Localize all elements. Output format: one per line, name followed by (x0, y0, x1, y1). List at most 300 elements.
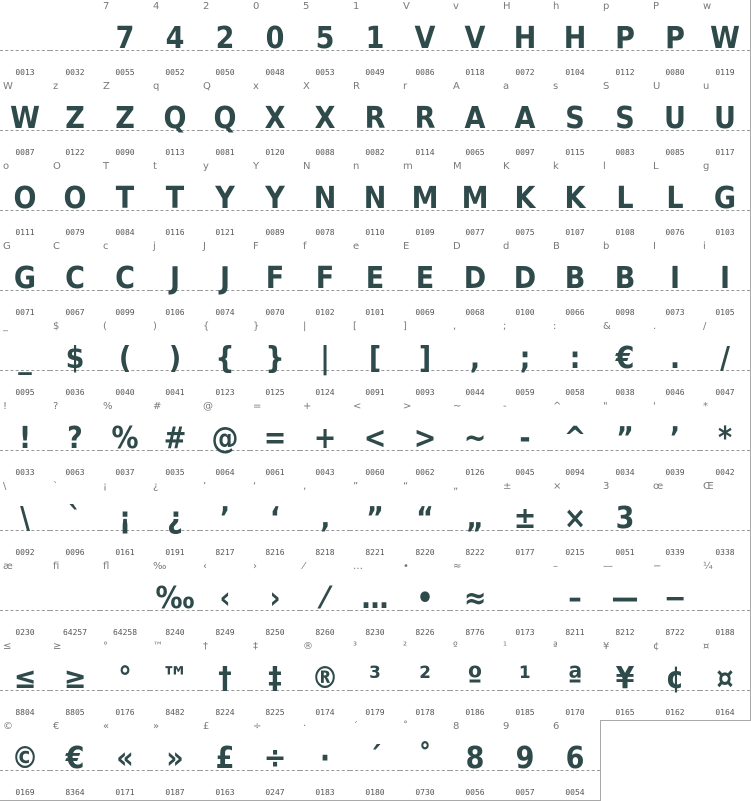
glyph-key-label: − (653, 561, 662, 572)
glyph-cell (250, 640, 301, 721)
glyph-key-label: s (553, 81, 559, 92)
glyph-key-label: „ (453, 481, 459, 492)
glyph-cell (250, 160, 301, 241)
glyph-sample: H (513, 21, 537, 56)
glyph-codepoint: 0109 (415, 228, 435, 237)
glyph-cell (50, 400, 101, 481)
glyph-codepoint: 0191 (165, 548, 185, 557)
glyph-cell (350, 240, 401, 321)
glyph-codepoint: 8222 (465, 548, 485, 557)
glyph-cell (150, 560, 201, 641)
glyph-key-label: ( (103, 321, 107, 332)
glyph-codepoint: 0115 (565, 148, 585, 157)
glyph-key-label: * (703, 401, 708, 412)
glyph-cell (0, 240, 51, 321)
glyph-sample: 8 (465, 741, 485, 776)
glyph-key-label: E (403, 241, 410, 252)
glyph-cell (450, 480, 501, 561)
glyph-key-label: » (153, 721, 160, 732)
glyph-key-label: $ (53, 321, 60, 332)
glyph-cell (700, 160, 751, 241)
glyph-codepoint: 8250 (265, 628, 285, 637)
glyph-sample: \ (20, 501, 30, 536)
glyph-codepoint: 0051 (615, 548, 635, 557)
glyph-sample: ¡ (118, 501, 132, 536)
glyph-sample: ° (118, 661, 132, 696)
glyph-key-label: ! (3, 401, 8, 412)
glyph-cell (500, 720, 551, 801)
glyph-key-label: K (503, 161, 510, 172)
glyph-sample: Q (213, 101, 237, 136)
glyph-sample: 0 (265, 21, 285, 56)
glyph-codepoint: 0042 (715, 468, 735, 477)
glyph-key-label: l (603, 161, 606, 172)
glyph-sample: N (363, 181, 387, 216)
glyph-sample: D (463, 261, 487, 296)
glyph-codepoint: 8230 (365, 628, 385, 637)
glyph-sample: T (165, 181, 185, 216)
glyph-cell (250, 0, 301, 81)
glyph-codepoint: 8804 (15, 708, 35, 717)
glyph-key-label: f (303, 241, 307, 252)
glyph-codepoint: 0099 (115, 308, 135, 317)
glyph-codepoint: 0037 (115, 468, 135, 477)
glyph-key-label: I (653, 241, 656, 252)
glyph-sample: „ (466, 501, 484, 536)
glyph-key-label: 4 (153, 1, 160, 12)
glyph-cell (650, 400, 701, 481)
glyph-cell (650, 640, 701, 721)
glyph-cell (650, 480, 701, 561)
glyph-sample: 7 (115, 21, 135, 56)
glyph-sample: ˚ (418, 741, 432, 776)
glyph-sample: V (464, 21, 486, 56)
glyph-codepoint: 0339 (665, 548, 685, 557)
glyph-cell (300, 560, 351, 641)
glyph-codepoint: 0062 (415, 468, 435, 477)
glyph-codepoint: 0105 (715, 308, 735, 317)
glyph-codepoint: 0041 (165, 388, 185, 397)
glyph-sample: ™ (161, 661, 189, 696)
glyph-cell (350, 0, 401, 81)
glyph-key-label: y (203, 161, 209, 172)
glyph-codepoint: 0173 (515, 628, 535, 637)
glyph-sample: ¤ (716, 661, 734, 696)
glyph-key-label: h (553, 1, 560, 12)
glyph-sample: ) (168, 341, 182, 376)
glyph-cell (400, 160, 451, 241)
glyph-cell (600, 320, 651, 401)
glyph-codepoint: 8212 (615, 628, 635, 637)
glyph-cell (0, 320, 51, 401)
glyph-sample: + (313, 421, 337, 456)
glyph-codepoint: 0054 (565, 788, 585, 797)
glyph-cell (300, 160, 351, 241)
glyph-cell (500, 560, 551, 641)
glyph-sample: W (710, 21, 740, 56)
glyph-key-label: ´ (353, 721, 358, 732)
glyph-sample: … (361, 581, 389, 616)
glyph-key-label: 7 (103, 1, 110, 12)
glyph-sample: H (563, 21, 587, 56)
glyph-cell (50, 720, 101, 801)
glyph-cell (600, 80, 651, 161)
glyph-key-label: ÷ (253, 721, 262, 732)
glyph-key-label: ¢ (653, 641, 660, 652)
glyph-cell (500, 80, 551, 161)
glyph-codepoint: 8220 (415, 548, 435, 557)
glyph-cell (450, 80, 501, 161)
glyph-cell (200, 80, 251, 161)
glyph-codepoint: 0082 (365, 148, 385, 157)
glyph-key-label: T (103, 161, 110, 172)
glyph-sample: / (720, 341, 730, 376)
glyph-sample: } (265, 341, 285, 376)
glyph-cell (100, 560, 151, 641)
glyph-cell (650, 320, 701, 401)
glyph-codepoint: 8226 (415, 628, 435, 637)
glyph-cell (550, 160, 601, 241)
glyph-sample: 5 (315, 21, 335, 56)
glyph-cell (350, 720, 401, 801)
glyph-key-label: 5 (303, 1, 310, 12)
glyph-sample: 2 (215, 21, 235, 56)
glyph-codepoint: 0097 (515, 148, 535, 157)
glyph-codepoint: 0102 (315, 308, 335, 317)
glyph-cell (350, 80, 401, 161)
glyph-codepoint: 0730 (415, 788, 435, 797)
glyph-sample: ≈ (463, 581, 487, 616)
glyph-key-label: { (203, 321, 210, 332)
glyph-cell (150, 80, 201, 161)
glyph-key-label: ¹ (503, 641, 508, 652)
glyph-key-label: N (303, 161, 311, 172)
glyph-codepoint: 0043 (315, 468, 335, 477)
glyph-key-label: ~ (453, 401, 462, 412)
glyph-cell (450, 560, 501, 641)
glyph-sample: ~ (463, 421, 487, 456)
glyph-key-label: « (103, 721, 110, 732)
glyph-cell (350, 560, 401, 641)
glyph-sample: # (163, 421, 187, 456)
glyph-codepoint: 0091 (365, 388, 385, 397)
glyph-cell (150, 480, 201, 561)
glyph-sample: ´ (368, 741, 382, 776)
glyph-cell (550, 720, 601, 801)
glyph-codepoint: 0187 (165, 788, 185, 797)
glyph-cell (600, 480, 651, 561)
glyph-cell (600, 0, 651, 81)
glyph-key-label: O (53, 161, 61, 172)
glyph-codepoint: 0126 (465, 468, 485, 477)
glyph-key-label: . (653, 321, 657, 332)
glyph-key-label: x (253, 81, 259, 92)
glyph-cell (150, 240, 201, 321)
glyph-cell (700, 80, 751, 161)
glyph-key-label: > (403, 401, 412, 412)
glyph-codepoint: 0117 (715, 148, 735, 157)
glyph-cell (150, 320, 201, 401)
glyph-cell (700, 640, 751, 721)
glyph-codepoint: 8776 (465, 628, 485, 637)
glyph-key-label: ⁄ (303, 561, 305, 572)
glyph-sample: ‡ (268, 661, 282, 696)
glyph-codepoint: 8805 (65, 708, 85, 717)
glyph-key-label: q (153, 81, 160, 92)
glyph-codepoint: 0104 (565, 68, 585, 77)
glyph-sample: J (219, 261, 231, 296)
glyph-sample: E (365, 261, 385, 296)
glyph-sample: M (461, 181, 489, 216)
glyph-key-label: ˚ (403, 721, 408, 732)
glyph-sample: V (414, 21, 436, 56)
glyph-sample: ” (366, 501, 384, 536)
glyph-key-label: F (253, 241, 259, 252)
glyph-key-label: ’ (203, 481, 207, 492)
glyph-cell (650, 240, 701, 321)
glyph-codepoint: 64258 (112, 628, 138, 637)
glyph-key-label: ≥ (53, 641, 62, 652)
glyph-cell (50, 480, 101, 561)
glyph-key-label: b (603, 241, 610, 252)
glyph-cell (400, 0, 451, 81)
glyph-sample: F (265, 261, 285, 296)
glyph-cell (500, 480, 551, 561)
glyph-sample: S (565, 101, 585, 136)
glyph-sample: K (514, 181, 536, 216)
glyph-codepoint: 0118 (465, 68, 485, 77)
glyph-cell (300, 240, 351, 321)
glyph-key-label: › (253, 561, 257, 572)
glyph-key-label: M (453, 161, 462, 172)
glyph-key-label: ± (503, 481, 512, 492)
glyph-codepoint: 0038 (615, 388, 635, 397)
glyph-key-label: 8 (453, 721, 460, 732)
glyph-key-label: Y (253, 161, 260, 172)
glyph-codepoint: 0075 (515, 228, 535, 237)
glyph-cell (400, 640, 451, 721)
glyph-sample: G (13, 261, 37, 296)
glyph-codepoint: 0071 (15, 308, 35, 317)
glyph-codepoint: 0081 (215, 148, 235, 157)
glyph-sample: L (666, 181, 684, 216)
glyph-cell (0, 560, 51, 641)
glyph-cell (250, 320, 301, 401)
glyph-sample: ≤ (13, 661, 37, 696)
glyph-sample: Y (265, 181, 285, 216)
glyph-key-label: r (403, 81, 408, 92)
glyph-codepoint: 0067 (65, 308, 85, 317)
glyph-cell (100, 80, 151, 161)
glyph-cell (50, 240, 101, 321)
glyph-sample: I (669, 261, 681, 296)
glyph-cell (300, 480, 351, 561)
glyph-key-label: ≈ (453, 561, 462, 572)
glyph-cell (150, 720, 201, 801)
glyph-key-label: ‹ (203, 561, 207, 572)
glyph-codepoint: 0070 (265, 308, 285, 317)
glyph-key-label: ¤ (703, 641, 710, 652)
glyph-key-label: … (353, 561, 363, 572)
glyph-key-label: ^ (553, 401, 562, 412)
glyph-codepoint: 0110 (365, 228, 385, 237)
glyph-sample: < (363, 421, 387, 456)
glyph-codepoint: 0230 (15, 628, 35, 637)
glyph-sample: : (569, 341, 581, 376)
glyph-cell (700, 480, 751, 561)
glyph-cell (300, 0, 351, 81)
glyph-sample: B (564, 261, 586, 296)
glyph-codepoint: 0050 (215, 68, 235, 77)
glyph-key-label: B (553, 241, 560, 252)
glyph-key-label: ` (53, 481, 58, 492)
glyph-sample (0, 16, 50, 62)
glyph-cell (550, 560, 601, 641)
glyph-cell (200, 240, 251, 321)
glyph-codepoint: 0066 (565, 308, 585, 317)
glyph-sample: › (269, 581, 281, 616)
glyph-cell (350, 400, 401, 481)
glyph-cell (250, 400, 301, 481)
glyph-key-label: 0 (253, 1, 260, 12)
glyph-cell (150, 640, 201, 721)
glyph-key-label: ? (53, 401, 59, 412)
glyph-key-label: : (553, 321, 557, 332)
glyph-key-label: fl (103, 561, 110, 572)
glyph-sample: U (664, 101, 686, 136)
glyph-codepoint: 8260 (315, 628, 335, 637)
glyph-cell (700, 240, 751, 321)
glyph-codepoint: 8482 (165, 708, 185, 717)
glyph-key-label: – (553, 561, 558, 572)
glyph-key-label: | (303, 321, 307, 332)
glyph-sample: × (563, 501, 587, 536)
glyph-key-label: ª (553, 641, 558, 652)
glyph-sample: ( (118, 341, 132, 376)
glyph-sample: · (319, 741, 331, 776)
glyph-cell (400, 720, 451, 801)
glyph-codepoint: 0174 (315, 708, 335, 717)
glyph-sample (50, 16, 100, 62)
glyph-cell (300, 400, 351, 481)
glyph-codepoint: 0060 (365, 468, 385, 477)
glyph-key-label: º (453, 641, 458, 652)
glyph-codepoint: 0076 (665, 228, 685, 237)
glyph-cell (0, 160, 51, 241)
glyph-key-label: Z (103, 81, 110, 92)
glyph-key-label: j (153, 241, 156, 252)
glyph-key-label: ‰ (153, 561, 167, 572)
glyph-sample: 6 (565, 741, 585, 776)
glyph-codepoint: 0044 (465, 388, 485, 397)
glyph-sample: C (65, 261, 85, 296)
glyph-key-label: \ (3, 481, 7, 492)
glyph-codepoint: 0052 (165, 68, 185, 77)
glyph-sample: – (568, 581, 582, 616)
glyph-cell (250, 480, 301, 561)
glyph-cell (700, 0, 751, 81)
glyph-codepoint: 0119 (715, 68, 735, 77)
glyph-codepoint: 8211 (565, 628, 585, 637)
glyph-cell (0, 640, 51, 721)
glyph-sample: X (314, 101, 336, 136)
glyph-sample: ; (519, 341, 531, 376)
glyph-sample: L (616, 181, 634, 216)
glyph-key-label: • (403, 561, 409, 572)
glyph-sample: Z (115, 101, 135, 136)
glyph-key-label: J (203, 241, 206, 252)
glyph-codepoint: 0083 (615, 148, 635, 157)
glyph-cell (500, 160, 551, 241)
glyph-key-label: , (453, 321, 457, 332)
glyph-sample: ¥ (615, 661, 635, 696)
glyph-sample: [ (368, 341, 382, 376)
glyph-key-label: ° (103, 641, 108, 652)
glyph-cell (150, 0, 201, 81)
glyph-cell (700, 560, 751, 641)
glyph-cell (450, 400, 501, 481)
glyph-codepoint: 0121 (215, 228, 235, 237)
glyph-codepoint: 0101 (365, 308, 385, 317)
glyph-cell (550, 80, 601, 161)
glyph-codepoint: 0048 (265, 68, 285, 77)
glyph-cell (0, 480, 51, 561)
glyph-codepoint: 0088 (315, 148, 335, 157)
glyph-cell (50, 0, 101, 81)
glyph-key-label: ¡ (103, 481, 108, 492)
glyph-sample: ! (18, 421, 32, 456)
glyph-key-label: € (53, 721, 60, 732)
glyph-sample: ² (419, 661, 431, 696)
glyph-key-label: o (3, 161, 10, 172)
glyph-key-label: ‚ (303, 481, 307, 492)
glyph-key-label: P (653, 1, 660, 12)
glyph-sample: G (713, 181, 737, 216)
glyph-codepoint: 0079 (65, 228, 85, 237)
glyph-cell (650, 0, 701, 81)
glyph-key-label: æ (3, 561, 13, 572)
glyph-cell (100, 0, 151, 81)
glyph-cell (100, 160, 151, 241)
glyph-key-label: fi (53, 561, 60, 572)
glyph-cell (350, 160, 401, 241)
glyph-cell (300, 720, 351, 801)
glyph-codepoint: 0074 (215, 308, 235, 317)
glyph-sample: ? (67, 421, 83, 456)
glyph-key-label: ” (353, 481, 359, 492)
glyph-cell (250, 560, 301, 641)
glyph-codepoint: 8216 (265, 548, 285, 557)
glyph-codepoint: 0180 (365, 788, 385, 797)
glyph-sample: ] (418, 341, 432, 376)
glyph-sample: K (564, 181, 586, 216)
glyph-codepoint: 0085 (665, 148, 685, 157)
glyph-codepoint: 0053 (315, 68, 335, 77)
glyph-key-label: ' (653, 401, 656, 412)
glyph-key-label: w (703, 1, 712, 12)
glyph-key-label: ‡ (253, 641, 258, 652)
glyph-sample: I (719, 261, 731, 296)
glyph-sample: W (10, 101, 40, 136)
glyph-sample: ¿ (167, 501, 183, 536)
glyph-cell (400, 400, 451, 481)
glyph-key-label: — (603, 561, 613, 572)
glyph-key-label: ) (153, 321, 157, 332)
glyph-sample (50, 576, 100, 622)
glyph-cell (400, 320, 451, 401)
glyph-cell (0, 400, 51, 481)
glyph-sample: R (414, 101, 436, 136)
